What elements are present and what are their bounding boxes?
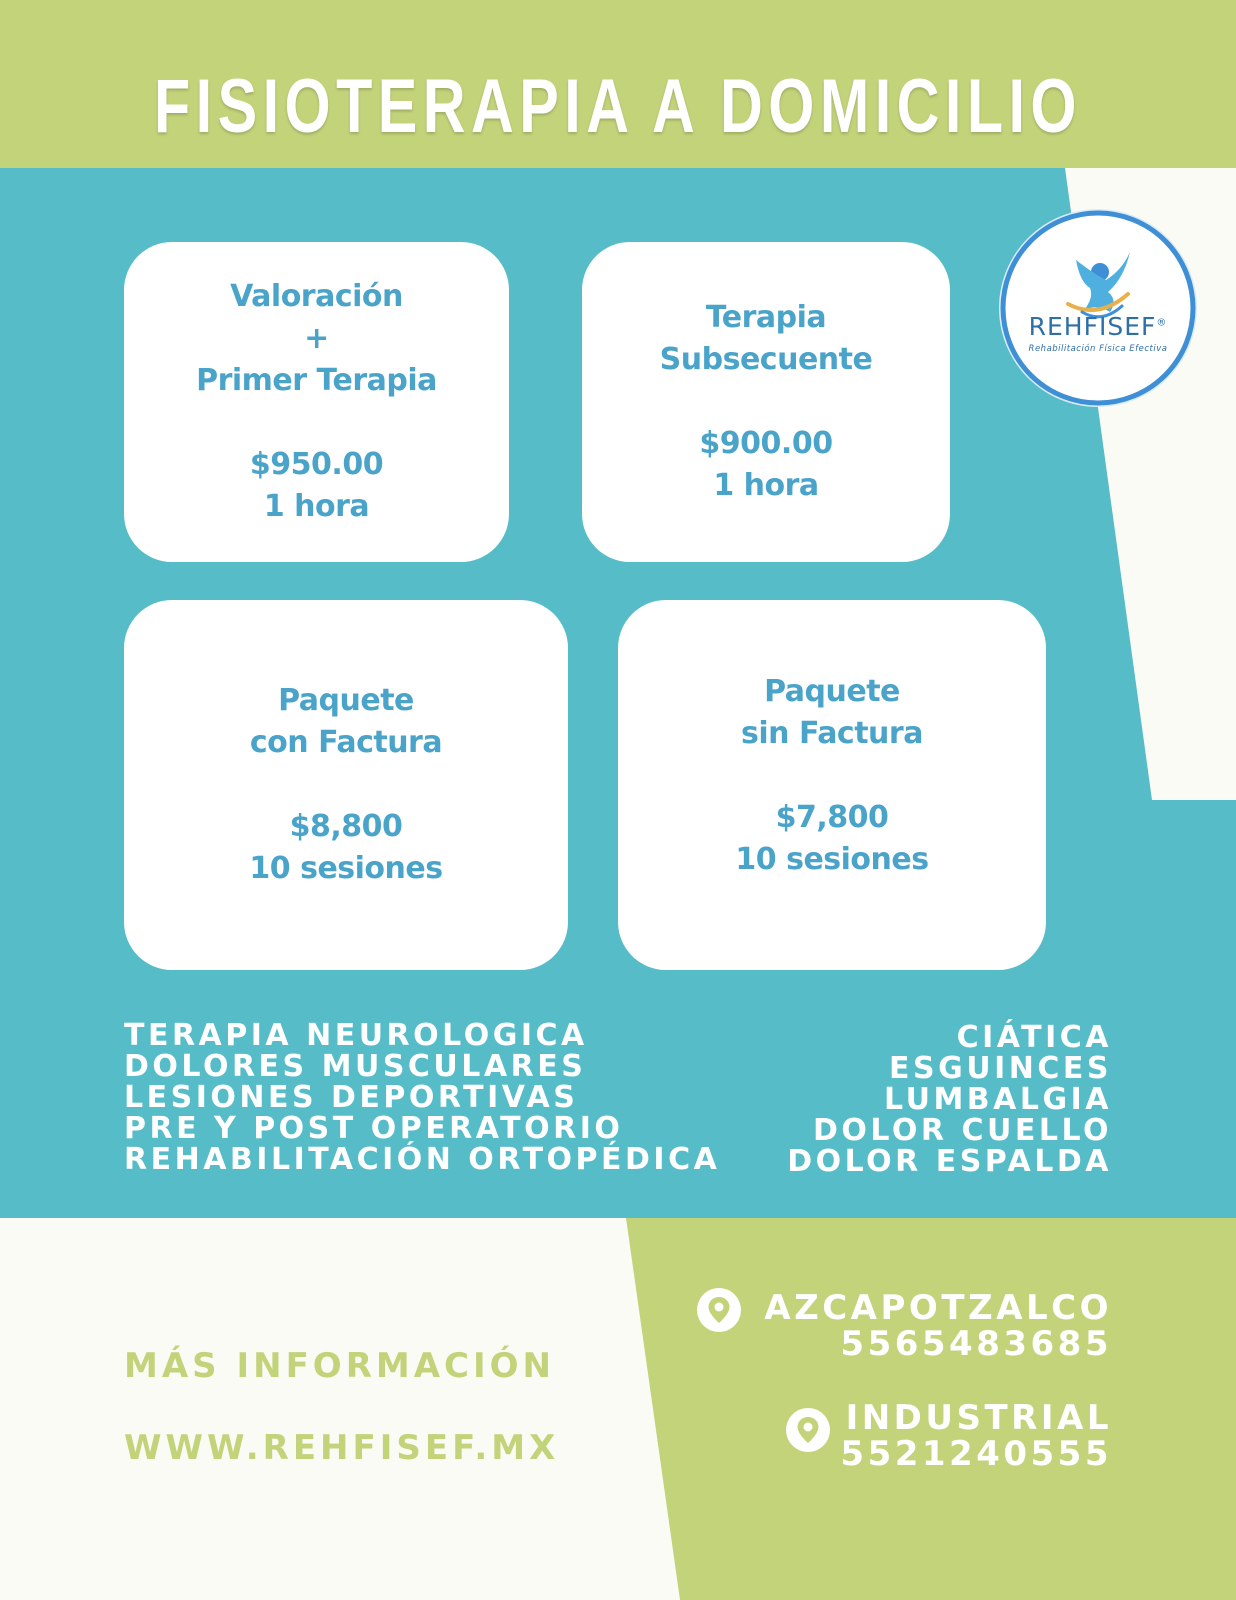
card-price: $950.00	[249, 447, 384, 482]
service-item: DOLOR ESPALDA	[787, 1144, 1112, 1179]
card-price: $900.00	[699, 426, 833, 461]
card-title-line: con Factura	[249, 725, 443, 760]
phone-number[interactable]: 5565483685	[840, 1324, 1112, 1364]
price-card-subsecuente	[582, 242, 950, 562]
price-card-con-factura	[124, 600, 568, 970]
phone-number[interactable]: 5521240555	[840, 1434, 1112, 1474]
card-title-line: Paquete	[278, 683, 414, 718]
service-item: PRE Y POST OPERATORIO	[124, 1111, 624, 1146]
card-title-line: Terapia	[705, 300, 827, 335]
card-duration: 1 hora	[713, 468, 819, 503]
contact-industrial	[840, 1400, 1112, 1472]
card-title-line: Paquete	[764, 674, 900, 709]
services-list-left	[124, 1020, 720, 1175]
service-item: LESIONES DEPORTIVAS	[124, 1080, 579, 1115]
rehfisef-logo	[998, 208, 1198, 408]
location-pin-icon	[697, 1288, 741, 1332]
service-item: TERAPIA NEUROLOGICA	[124, 1018, 588, 1053]
contact-azcapotzalco	[764, 1290, 1112, 1362]
card-title-line: +	[304, 321, 329, 356]
service-item: DOLOR CUELLO	[812, 1113, 1112, 1148]
page-title: FISIOTERAPIA A DOMICILIO	[153, 64, 1083, 149]
service-item: REHABILITACIÓN ORTOPÉDICA	[124, 1142, 721, 1177]
card-duration: 10 sesiones	[249, 851, 443, 886]
price-card-sin-factura	[618, 600, 1046, 970]
service-item: CIÁTICA	[956, 1020, 1112, 1055]
location-name: INDUSTRIAL	[845, 1398, 1112, 1438]
card-title-line: Subsecuente	[659, 342, 873, 377]
registered-mark: ®	[1156, 317, 1168, 329]
card-duration: 10 sesiones	[735, 842, 929, 877]
logo-brand-text: REHFISEF	[1028, 312, 1157, 341]
logo-brand	[998, 312, 1198, 341]
price-card-valoracion	[124, 242, 509, 562]
card-price: $8,800	[289, 809, 403, 844]
card-title-line: Primer Terapia	[196, 363, 437, 398]
service-item: DOLORES MUSCULARES	[124, 1049, 587, 1084]
location-name: AZCAPOTZALCO	[764, 1288, 1112, 1328]
service-item: ESGUINCES	[889, 1051, 1112, 1086]
card-price: $7,800	[775, 800, 889, 835]
website-link[interactable]: WWW.REHFISEF.MX	[124, 1428, 560, 1468]
more-info-label: MÁS INFORMACIÓN	[124, 1346, 555, 1386]
card-title-line: sin Factura	[741, 716, 923, 751]
location-pin-icon	[786, 1408, 830, 1452]
services-list-right	[787, 1022, 1112, 1177]
logo-tagline: Rehabilitación Física Efectiva	[1028, 344, 1168, 354]
service-item: LUMBALGIA	[884, 1082, 1112, 1117]
card-duration: 1 hora	[263, 489, 370, 524]
card-title-line: Valoración	[230, 279, 403, 314]
